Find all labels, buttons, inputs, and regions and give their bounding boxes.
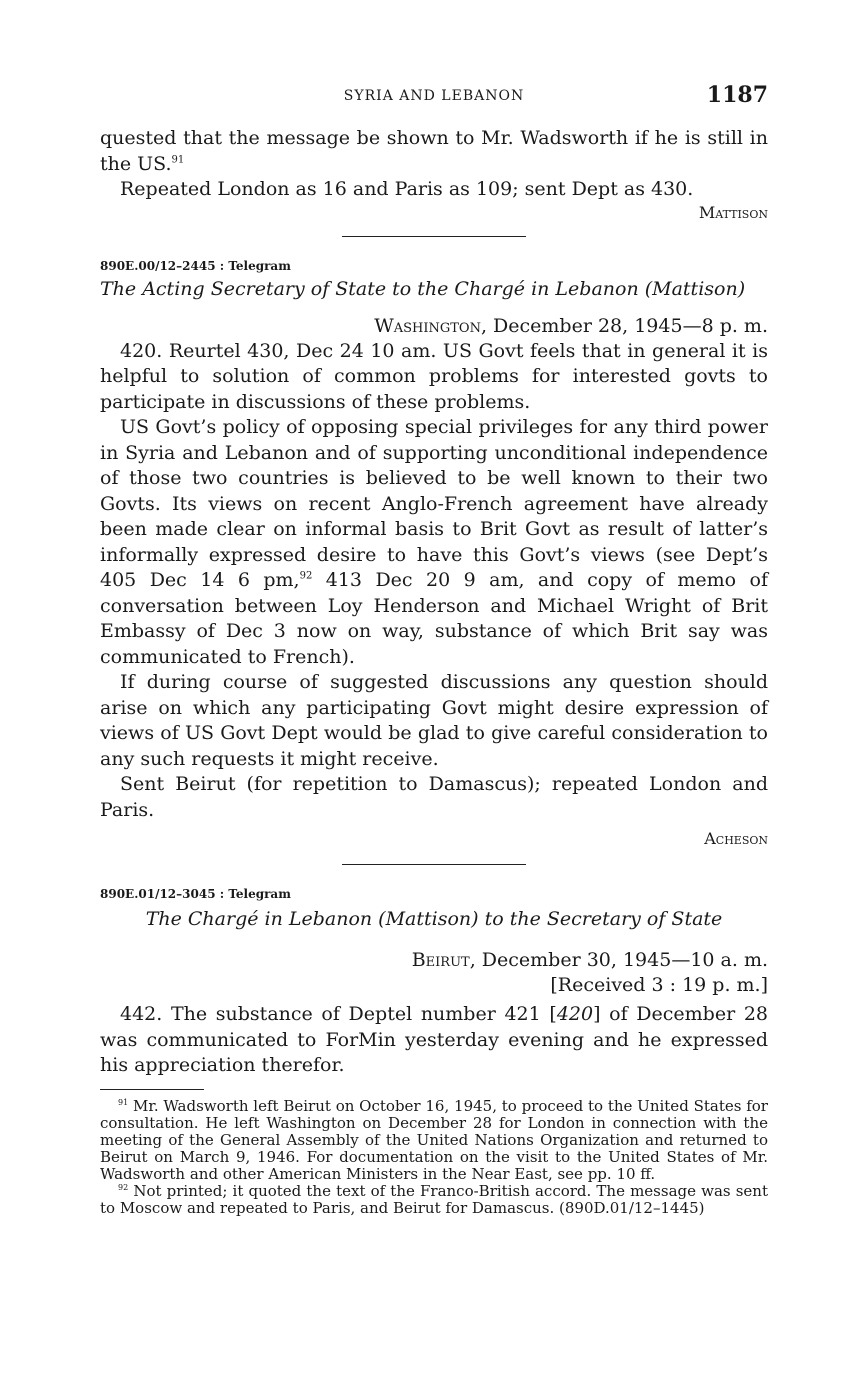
footnote-ref-91: 91 <box>171 154 185 166</box>
section-divider-2 <box>342 864 526 865</box>
doc2-p1-text-b: ] of December 28 was communicated to ForMin yesterday evening and he expressed his appreciation therefor. <box>100 1003 768 1076</box>
doc1-paragraph-3: If during course of suggested discussions any question should arise on which any participating Govt might desire expression of views of US Govt Dept would be glad to give careful consideration to any such requests it might receive. <box>100 671 768 770</box>
doc2-paragraph-1 <box>100 1002 768 1079</box>
repeat-note: Repeated London as 16 and Paris as 109; sent Dept as 430. <box>120 178 694 200</box>
doc1-p2-text-a: US Govt’s policy of opposing special privileges for any third power in Syria and Lebanon and of supporting unconditional independence of those two countries is believed to be well known to their two Govts. Its views on recent Anglo-French agreement have already been made clear on informal basis to Brit Govt as result of latter’s informally expressed desire to have this Govt’s views (see Dept’s 405 Dec 14 6 pm, <box>100 416 768 591</box>
doc-id-1: 890E.00/12–2445 : Telegram <box>100 258 291 273</box>
footnote-mark: 92 <box>118 1182 129 1192</box>
signature-mattison: Mattison <box>698 202 768 222</box>
doc1-paragraph-4: Sent Beirut (for repetition to Damascus); repeated London and Paris. <box>100 773 768 821</box>
heading-2-name: Mattison <box>385 908 472 930</box>
heading-2-text-b: ) to the Secretary of State <box>471 908 723 930</box>
doc1-paragraph-1: 420. Reurtel 430, Dec 24 10 am. US Govt feels that in general it is helpful to solution of common problems for interested govts to participate in discussions of these problems. <box>100 339 768 413</box>
signature-acheson: Acheson <box>704 829 768 848</box>
place-beirut: Beirut <box>411 949 470 971</box>
running-head <box>100 80 768 114</box>
received-line: [Received 3 : 19 p. m.] <box>550 974 768 996</box>
continuation-paragraph <box>100 126 768 177</box>
doc-heading-1 <box>100 277 768 302</box>
doc-heading-2 <box>100 907 768 932</box>
date-2: , December 30, 1945—10 a. m. <box>469 949 768 971</box>
footnote-92 <box>100 1183 768 1217</box>
running-head-title: SYRIA AND LEBANON <box>343 88 525 104</box>
place-washington: Washington <box>374 314 481 337</box>
footnote-91 <box>100 1098 768 1183</box>
doc2-correction: 420 <box>556 1003 594 1025</box>
footnote-text: Not printed; it quoted the text of the Franco-British accord. The message was sent to Moscow and repeated to Paris, and Beirut for Damascus. (890D.01/12–1445) <box>100 1181 768 1217</box>
dateline-1 <box>100 314 768 339</box>
doc1-paragraph-2 <box>100 415 768 670</box>
continuation-text: quested that the message be shown to Mr. Wadsworth if he is still in the US. <box>100 127 768 175</box>
footnote-text: Mr. Wadsworth left Beirut on October 16, 1945, to proceed to the United States for consultation. He left Washington on December 28 for London in connection with the meeting of the General Assembly of the United Nations Organization and returned to Beirut on March 9, 1946. For documentation on the visit to the United States of Mr. Wadsworth and other American Ministers in the Near East, see pp. 10 ff. <box>100 1096 768 1183</box>
date-1: , December 28, 1945—8 p. m. <box>480 314 768 337</box>
heading-1-name: Mattison <box>652 277 738 300</box>
document-page <box>100 80 768 1217</box>
footnote-mark: 91 <box>118 1097 129 1107</box>
footnote-divider <box>100 1089 204 1090</box>
heading-1-text: The Acting Secretary of State to the Chargé in Lebanon ( <box>100 277 653 300</box>
footnotes <box>100 1098 768 1217</box>
page-number: 1187 <box>706 82 768 108</box>
footnote-ref-92: 92 <box>299 570 313 582</box>
doc-id-2: 890E.01/12–3045 : Telegram <box>100 887 291 901</box>
section-divider <box>342 236 526 237</box>
heading-1-close: ) <box>737 277 746 300</box>
dateline-2 <box>100 948 768 973</box>
doc2-p1-text-a: 442. The substance of Deptel number 421 [ <box>120 1003 557 1025</box>
doc1-p2-text-b: 413 Dec 20 9 am, and copy of memo of conversation between Loy Henderson and Michael Wright of Brit Embassy of Dec 3 now on way, substance of which Brit say was communicated to French). <box>100 569 769 668</box>
heading-2-text-a: The Chargé in Lebanon ( <box>145 908 386 930</box>
